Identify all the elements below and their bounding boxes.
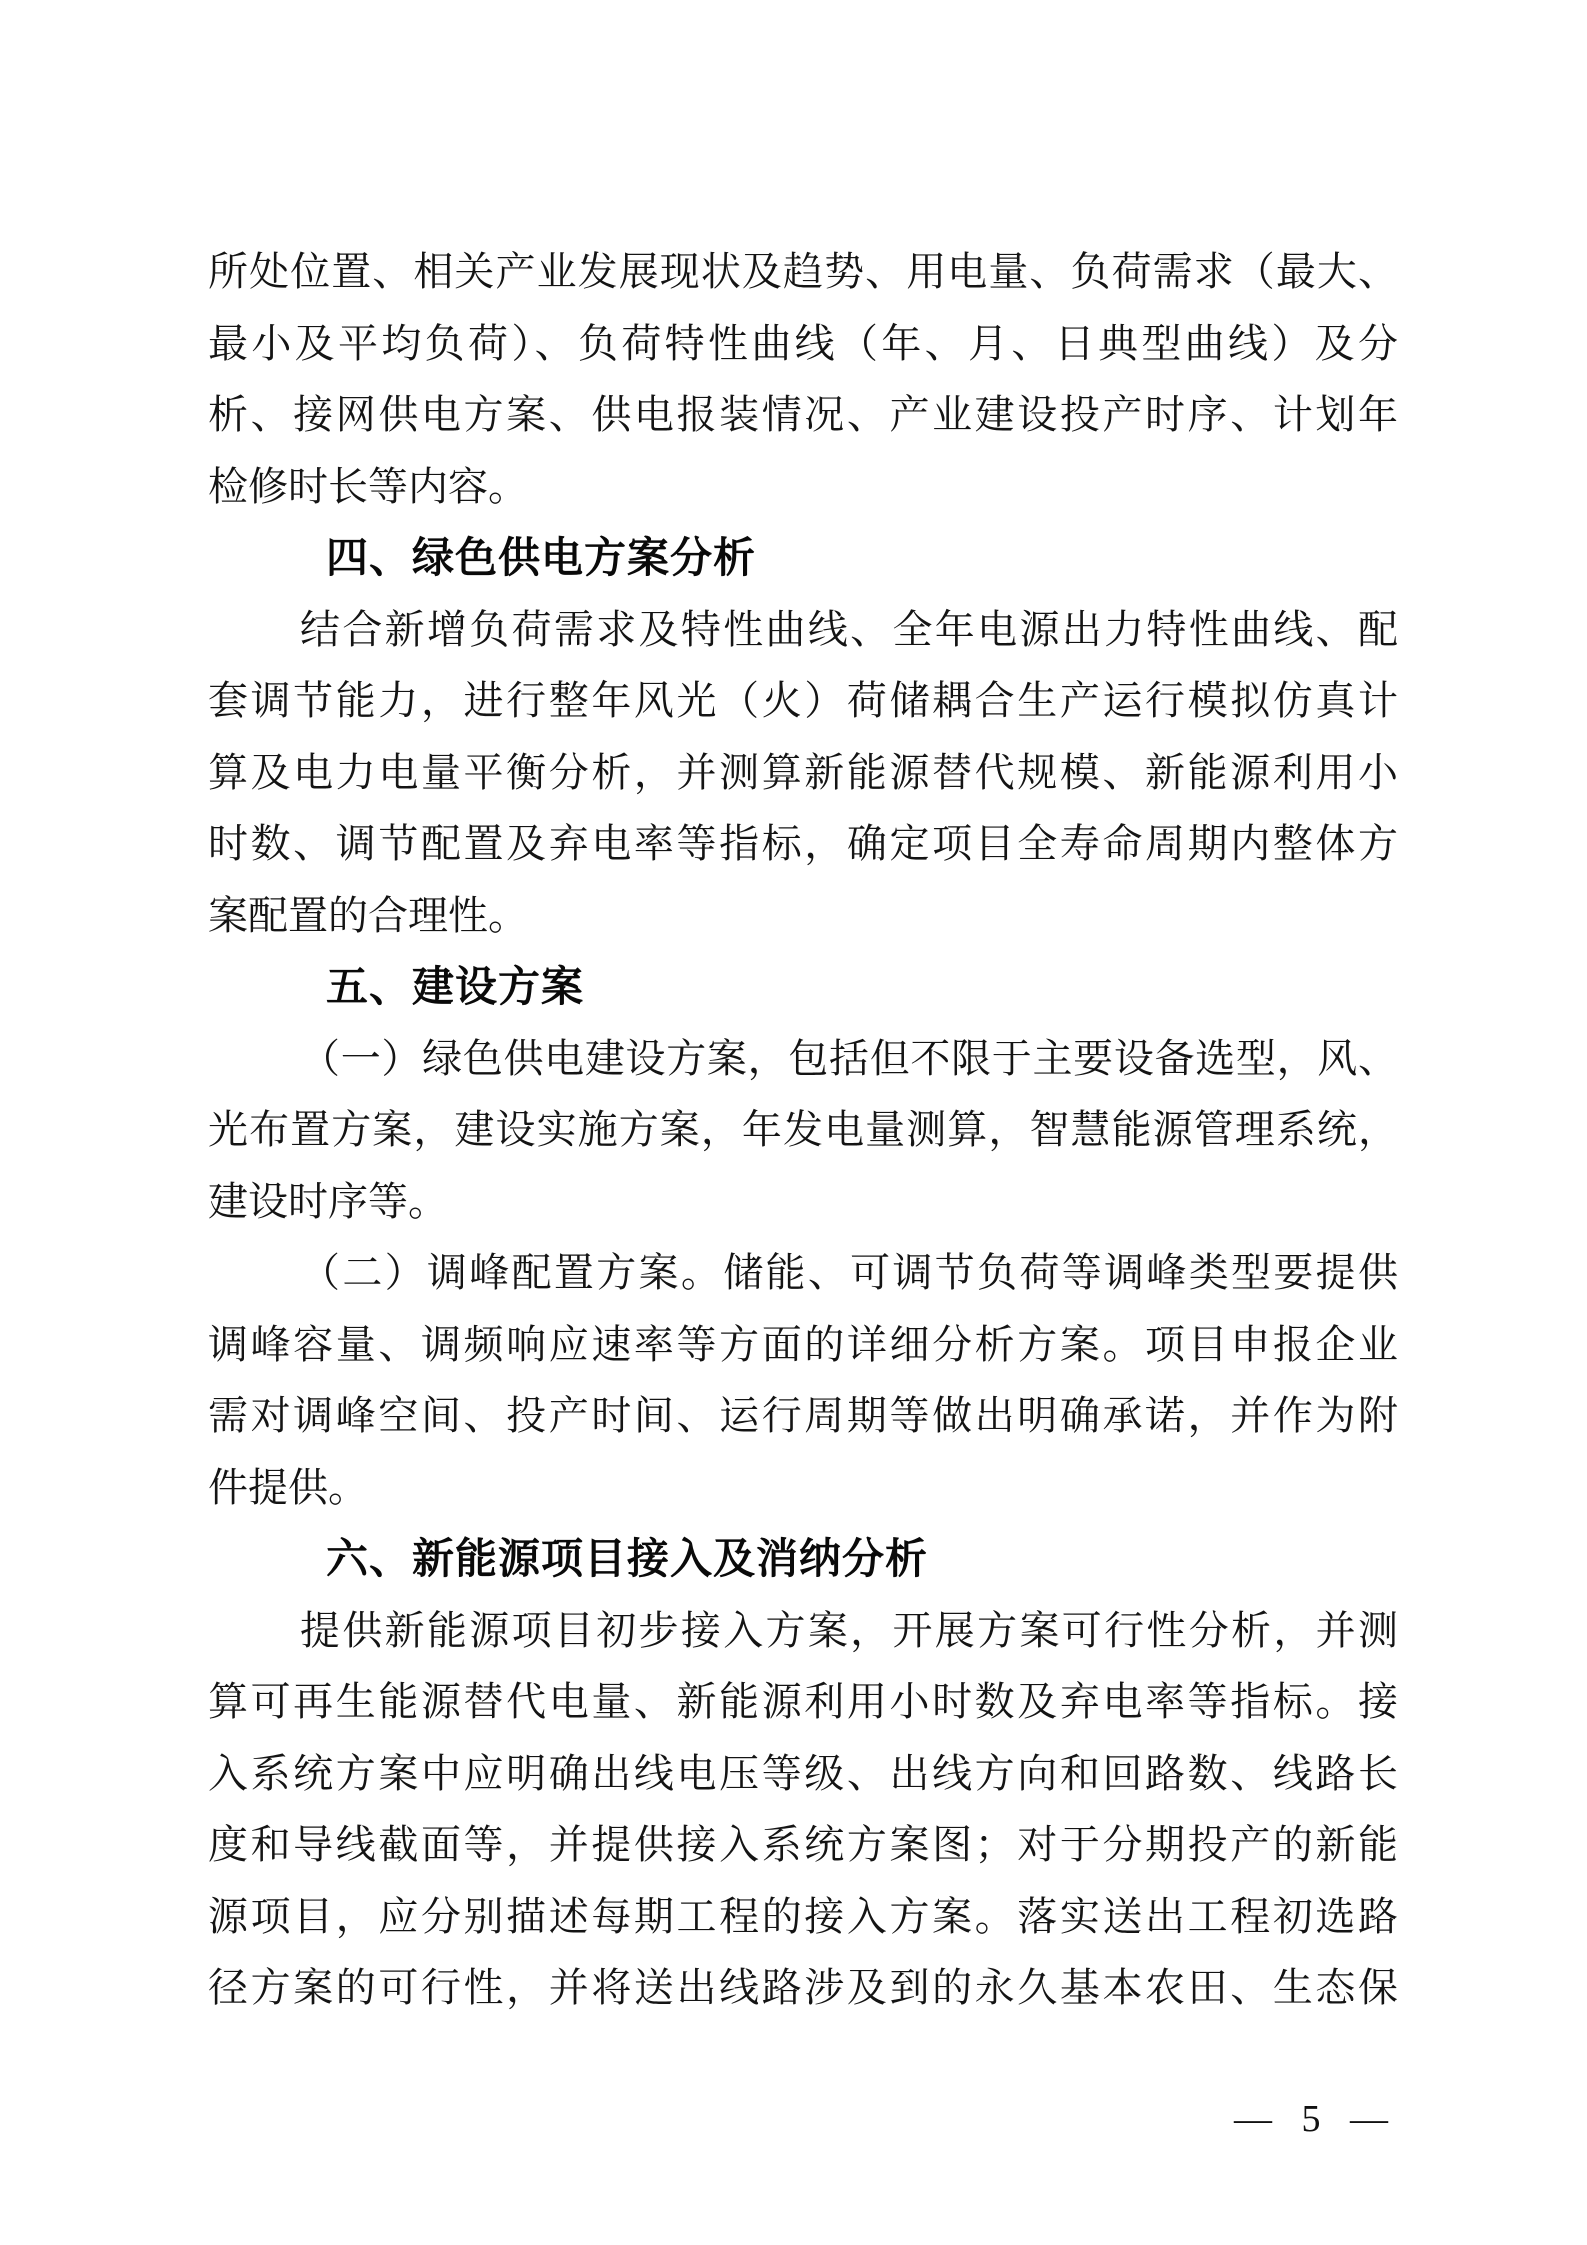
page-number: — 5 — (1234, 2098, 1395, 2140)
body-line: 时数、调节配置及弃电率等指标，确定项目全寿命周期内整体方 (208, 821, 1398, 866)
body-line: 度和导线截面等，并提供接入系统方案图；对于分期投产的新能 (208, 1822, 1398, 1867)
body-line: 件提供。 (208, 1464, 368, 1510)
body-line: 结合新增负荷需求及特性曲线、全年电源出力特性曲线、配 (300, 606, 1398, 652)
body-line: 需对调峰空间、投产时间、运行周期等做出明确承诺，并作为附 (208, 1393, 1398, 1438)
body-line: 检修时长等内容。 (208, 463, 528, 509)
body-line: 调峰容量、调频响应速率等方面的详细分析方案。项目申报企业 (208, 1321, 1398, 1367)
body-line: 所处位置、相关产业发展现状及趋势、用电量、负荷需求（最大、 (208, 249, 1398, 294)
body-line: 源项目，应分别描述每期工程的接入方案。落实送出工程初选路 (208, 1893, 1398, 1939)
body-line: 提供新能源项目初步接入方案，开展方案可行性分析，并测 (300, 1607, 1398, 1653)
body-line: 最小及平均负荷）、负荷特性曲线（年、月、日典型曲线）及分 (208, 320, 1398, 366)
section-heading-4: 四、绿色供电方案分析 (326, 534, 757, 581)
body-line: 算及电力电量平衡分析，并测算新能源替代规模、新能源利用小 (208, 749, 1398, 795)
body-line: 入系统方案中应明确出线电压等级、出线方向和回路数、线路长 (208, 1750, 1398, 1796)
body-line: 案配置的合理性。 (208, 892, 528, 938)
page-footer (0, 2094, 1587, 2144)
body-line: 算可再生能源替代电量、新能源利用小时数及弃电率等指标。接 (208, 1679, 1398, 1724)
body-line: 析、接网供电方案、供电报装情况、产业建设投产时序、计划年 (208, 392, 1398, 437)
body-line: 径方案的可行性，并将送出线路涉及到的永久基本农田、生态保 (208, 1965, 1398, 2010)
body-line: （一）绿色供电建设方案，包括但不限于主要设备选型，风、 (300, 1035, 1398, 1081)
body-line: 光布置方案，建设实施方案，年发电量测算，智慧能源管理系统， (208, 1107, 1398, 1152)
body-line: 套调节能力，进行整年风光（火）荷储耦合生产运行模拟仿真计 (208, 678, 1398, 723)
document-body (208, 236, 1398, 2024)
section-heading-5: 五、建设方案 (326, 963, 585, 1010)
body-line: 建设时序等。 (208, 1178, 448, 1224)
body-line: （二）调峰配置方案。储能、可调节负荷等调峰类型要提供 (300, 1250, 1398, 1295)
section-heading-6: 六、新能源项目接入及消纳分析 (326, 1535, 929, 1582)
